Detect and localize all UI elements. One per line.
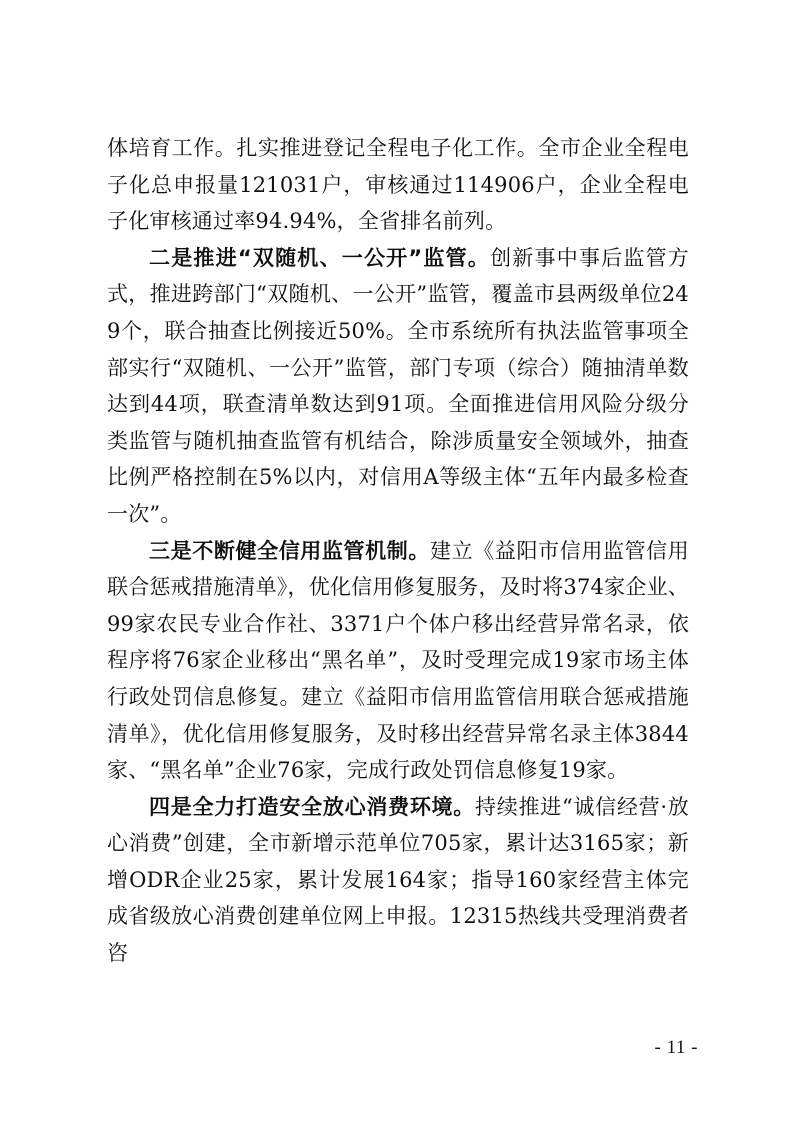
document-body xyxy=(107,130,689,972)
page-number: - 11 - xyxy=(654,1037,698,1058)
paragraph-double-random-supervision xyxy=(107,240,689,533)
paragraph-credit-supervision xyxy=(107,533,689,789)
paragraph-text: 体培育工作。扎实推进登记全程电子化工作。全市企业全程电子化总申报量121031户，审核通过114906户，企业全程电子化审核通过率94.94%，全省排名前列。 xyxy=(107,136,689,234)
paragraph-continuation xyxy=(107,130,689,240)
paragraph-heading: 二是推进“双随机、一公开”监管。 xyxy=(149,245,491,270)
paragraph-text: 建立《益阳市信用监管信用联合惩戒措施清单》，优化信用修复服务，及时将374家企业、99家农民专业合作社、3371户个体户移出经营异常名录，依程序将76家企业移出“黑名单”，及时受理完成19家市场主体行政处罚信息修复。建立《益阳市信用监管信用联合惩戒措施清单》，优化信用修复服务，及时移出经营异常名录主体3844家、“黑名单”企业76家，完成行政处罚信息修复19家。 xyxy=(107,538,689,783)
paragraph-heading: 四是全力打造安全放心消费环境。 xyxy=(149,794,476,819)
paragraph-text: 持续推进“诚信经营·放心消费”创建，全市新增示范单位705家，累计达3165家；新增ODR企业25家，累计发展164家；指导160家经营主体完成省级放心消费创建单位网上申报。12315热线共受理消费者咨 xyxy=(107,794,689,966)
paragraph-text: 创新事中事后监管方式，推进跨部门“双随机、一公开”监管，覆盖市县两级单位249个，联合抽查比例接近50%。全市系统所有执法监管事项全部实行“双随机、一公开”监管，部门专项（综合）随抽清单数达到44项，联查清单数达到91项。全面推进信用风险分级分类监管与随机抽查监管有机结合，除涉质量安全领域外，抽查比例严格控制在5%以内，对信用A等级主体“五年内最多检查一次”。 xyxy=(107,245,689,526)
paragraph-heading: 三是不断健全信用监管机制。 xyxy=(149,538,431,563)
paragraph-consumer-environment xyxy=(107,789,689,972)
